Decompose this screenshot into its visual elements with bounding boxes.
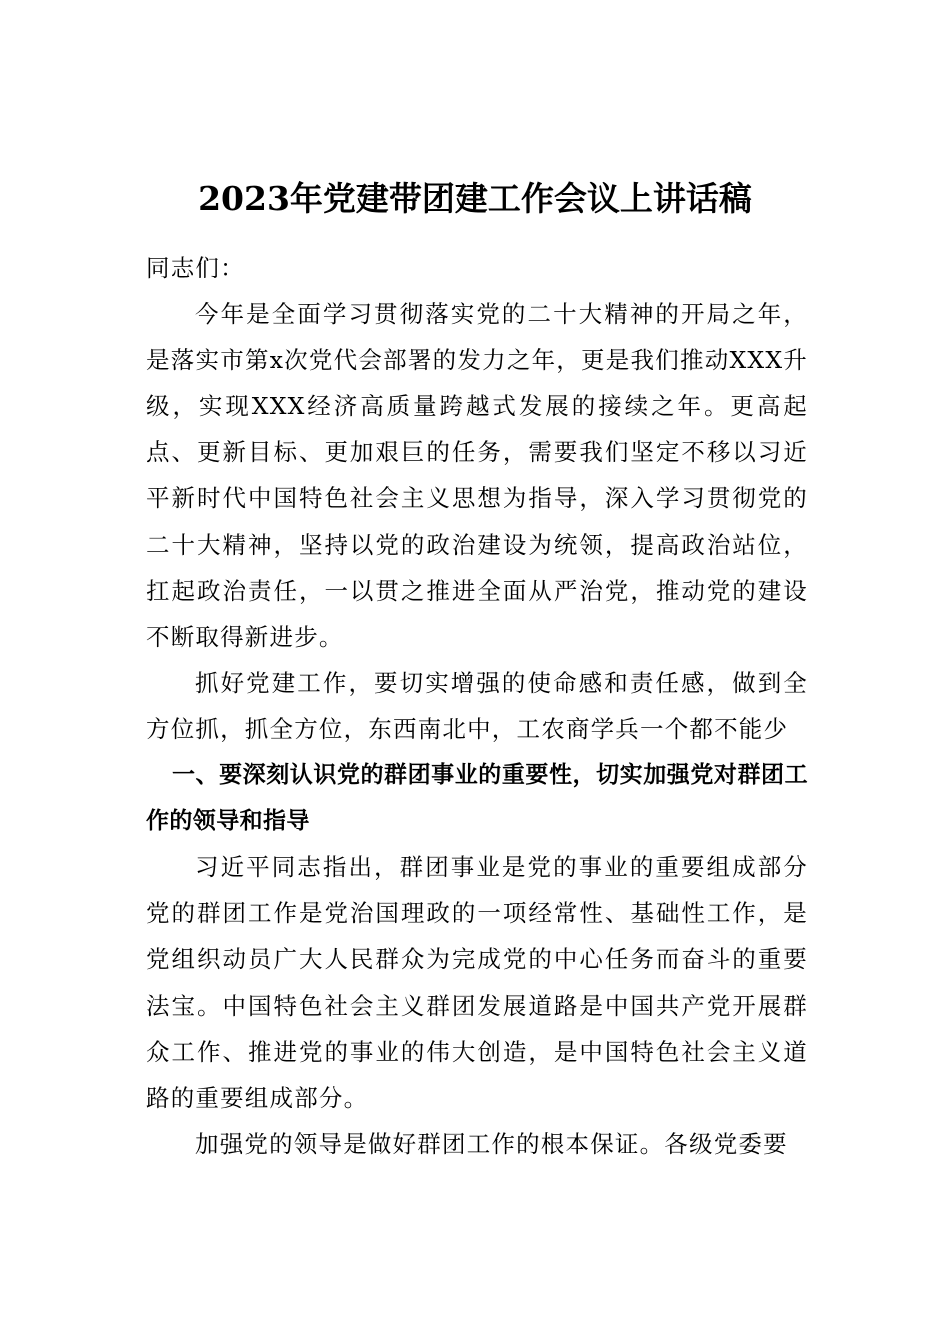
paragraph: 加强党的领导是做好群团工作的根本保证。各级党委要 bbox=[195, 1129, 788, 1158]
paragraph: 今年是全面学习贯彻落实党的二十大精神的开局之年，是落实市第x次党代会部署的发力之年，更是我们推动XXX升级，实现XXX经济高质量跨越式发展的接续之年。更高起点、更新目标、更加艰巨的任务，需要我们坚定不移以习近平新时代中国特色社会主义思想为指导，深入学习贯彻党的二十大精神，坚持以党的政治建设为统领，提高政治站位，扛起政治责任，一以贯之推进全面从严治党，推动党的建设不断取得新进步。 bbox=[146, 300, 808, 651]
paragraph: 习近平同志指出，群团事业是党的事业的重要组成部分党的群团工作是党治国理政的一项经常性、基础性工作，是党组织动员广大人民群众为完成党的中心任务而奋斗的重要法宝。中国特色社会主义群团发展道路是中国共产党开展群众工作、推进党的事业的伟大创造，是中国特色社会主义道路的重要组成部分。 bbox=[146, 853, 808, 1112]
salutation: 同志们： bbox=[146, 254, 245, 282]
section-heading: 一、要深刻认识党的群团事业的重要性，切实加强党对群团工作的领导和指导 bbox=[146, 762, 808, 835]
document-body bbox=[146, 245, 808, 1167]
paragraph: 抓好党建工作，要切实增强的使命感和责任感，做到全方位抓，抓全方位，东西南北中，工农商学兵一个都不能少 bbox=[146, 668, 808, 743]
document-title: 2023年党建带团建工作会议上讲话稿 bbox=[198, 179, 752, 218]
